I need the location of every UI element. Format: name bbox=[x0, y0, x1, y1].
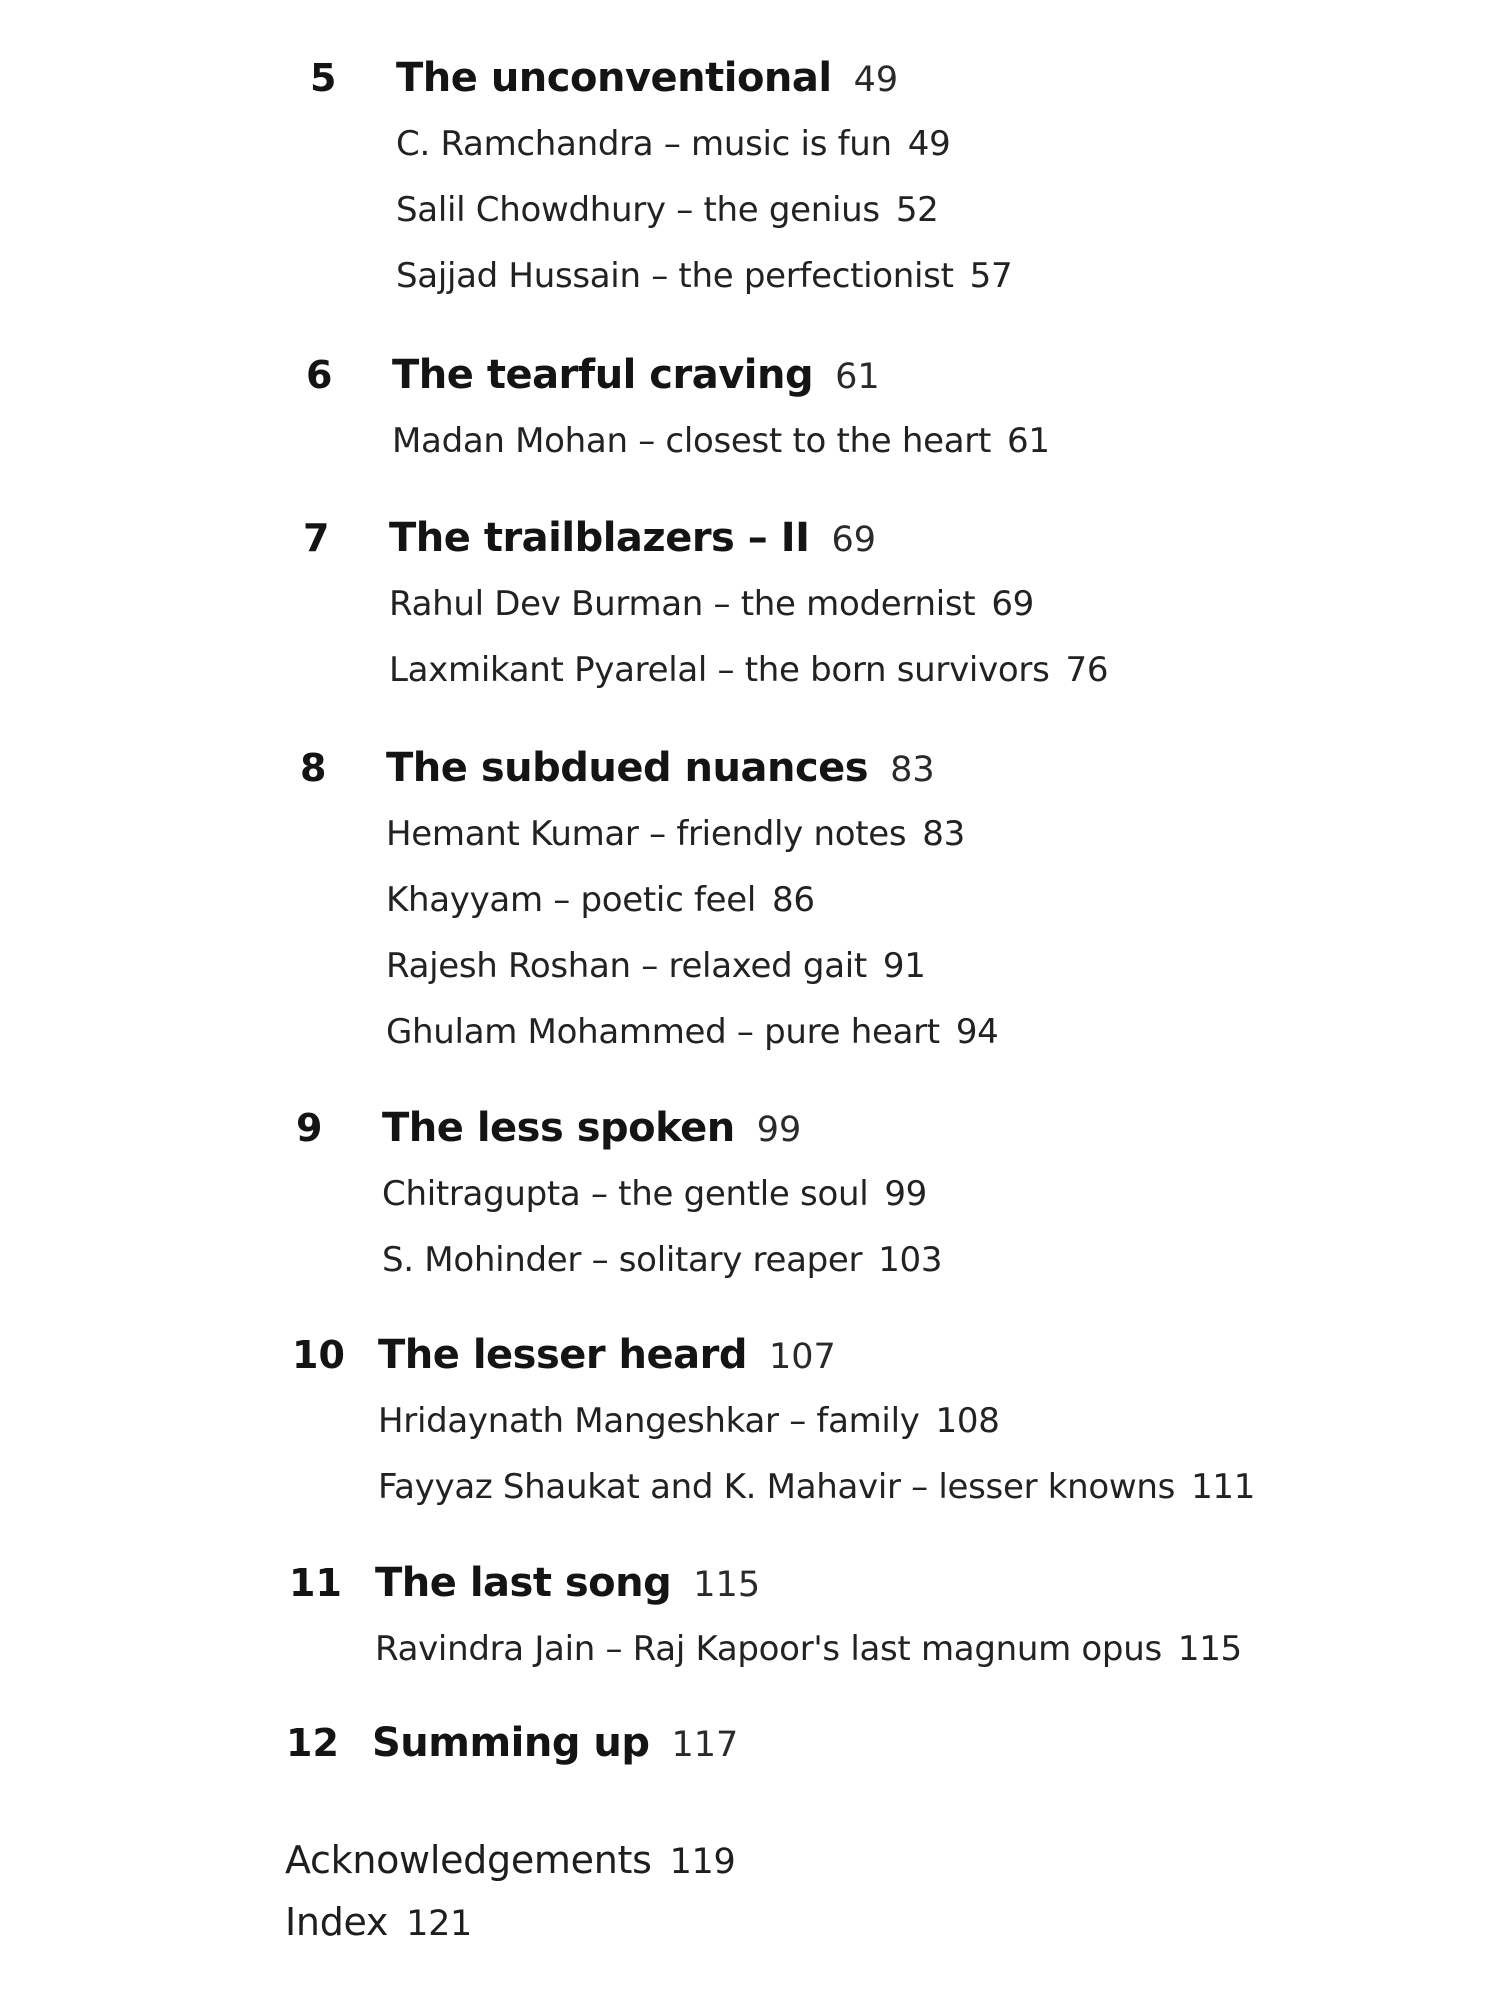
entry-text: Sajjad Hussain – the perfectionist bbox=[396, 256, 954, 296]
entry-page: 76 bbox=[1065, 650, 1109, 690]
chapter-entries bbox=[392, 408, 1050, 474]
entry-text: Khayyam – poetic feel bbox=[386, 880, 757, 920]
entry-text: C. Ramchandra – music is fun bbox=[396, 124, 892, 164]
chapter-page: 107 bbox=[769, 1337, 836, 1377]
entry-page: 115 bbox=[1177, 1629, 1242, 1669]
chapter-6 bbox=[306, 352, 1050, 474]
list-item bbox=[386, 867, 999, 933]
chapter-5 bbox=[310, 55, 1012, 309]
list-item bbox=[392, 408, 1050, 474]
back-matter-page: 119 bbox=[669, 1842, 736, 1882]
chapter-entries bbox=[375, 1616, 1242, 1682]
chapter-number: 7 bbox=[303, 516, 330, 560]
chapter-number: 6 bbox=[306, 353, 333, 397]
chapter-page: 99 bbox=[756, 1110, 802, 1150]
list-item bbox=[382, 1227, 942, 1293]
chapter-title: The less spoken bbox=[382, 1105, 735, 1151]
entry-page: 57 bbox=[969, 256, 1013, 296]
chapter-heading bbox=[286, 1720, 738, 1776]
chapter-page: 61 bbox=[835, 357, 880, 397]
entry-page: 94 bbox=[955, 1012, 999, 1052]
chapter-7 bbox=[303, 515, 1108, 703]
chapter-title: The last song bbox=[375, 1560, 672, 1606]
list-item bbox=[378, 1454, 1255, 1520]
chapter-10 bbox=[292, 1332, 1255, 1520]
entry-text: Rajesh Roshan – relaxed gait bbox=[386, 946, 867, 986]
entry-page: 49 bbox=[907, 124, 951, 164]
list-item bbox=[386, 999, 999, 1065]
chapter-heading bbox=[303, 515, 1108, 571]
entry-page: 83 bbox=[922, 814, 965, 854]
entry-text: Rahul Dev Burman – the modernist bbox=[389, 584, 976, 624]
chapter-title: The subdued nuances bbox=[386, 745, 869, 791]
chapter-title: The tearful craving bbox=[392, 352, 814, 398]
entry-text: Ravindra Jain – Raj Kapoor's last magnum opus bbox=[375, 1629, 1162, 1669]
list-item bbox=[386, 801, 999, 867]
entry-text: Salil Chowdhury – the genius bbox=[396, 190, 880, 230]
entry-text: Hemant Kumar – friendly notes bbox=[386, 814, 907, 854]
chapter-title: Summing up bbox=[372, 1720, 650, 1766]
chapter-number: 5 bbox=[310, 56, 337, 100]
list-item bbox=[375, 1616, 1242, 1682]
back-matter-index bbox=[285, 1900, 472, 1944]
entry-page: 99 bbox=[884, 1174, 928, 1214]
chapter-9 bbox=[296, 1105, 942, 1293]
chapter-12 bbox=[286, 1720, 738, 1776]
chapter-entries bbox=[378, 1388, 1255, 1520]
chapter-number: 9 bbox=[296, 1106, 323, 1150]
entry-text: Fayyaz Shaukat and K. Mahavir – lesser knowns bbox=[378, 1467, 1176, 1507]
chapter-8 bbox=[300, 745, 999, 1065]
list-item bbox=[396, 111, 1012, 177]
chapter-page: 83 bbox=[890, 750, 935, 790]
list-item bbox=[382, 1161, 942, 1227]
entry-text: Madan Mohan – closest to the heart bbox=[392, 421, 992, 461]
entry-page: 86 bbox=[772, 880, 815, 920]
list-item bbox=[378, 1388, 1255, 1454]
list-item bbox=[396, 243, 1012, 309]
list-item bbox=[389, 637, 1108, 703]
chapter-page: 115 bbox=[693, 1565, 761, 1605]
back-matter-title: Index bbox=[285, 1900, 389, 1944]
chapter-heading bbox=[289, 1560, 1242, 1616]
entry-text: Hridaynath Mangeshkar – family bbox=[378, 1401, 920, 1441]
entry-page: 108 bbox=[935, 1401, 1000, 1441]
chapter-number: 12 bbox=[286, 1721, 339, 1765]
chapter-11 bbox=[289, 1560, 1242, 1682]
chapter-number: 11 bbox=[289, 1561, 342, 1605]
chapter-heading bbox=[292, 1332, 1255, 1388]
chapter-page: 117 bbox=[671, 1725, 739, 1765]
back-matter-title: Acknowledgements bbox=[285, 1838, 652, 1882]
entry-page: 111 bbox=[1191, 1467, 1256, 1507]
chapter-heading bbox=[300, 745, 999, 801]
entry-page: 52 bbox=[895, 190, 939, 230]
chapter-page: 49 bbox=[853, 60, 899, 100]
chapter-heading bbox=[306, 352, 1050, 408]
list-item bbox=[396, 177, 1012, 243]
entry-text: Chitragupta – the gentle soul bbox=[382, 1174, 869, 1214]
chapter-page: 69 bbox=[831, 520, 877, 560]
entry-text: Laxmikant Pyarelal – the born survivors bbox=[389, 650, 1050, 690]
chapter-heading bbox=[310, 55, 1012, 111]
chapter-number: 8 bbox=[300, 746, 327, 790]
entry-page: 69 bbox=[991, 584, 1034, 624]
chapter-entries bbox=[389, 571, 1108, 703]
entry-text: S. Mohinder – solitary reaper bbox=[382, 1240, 863, 1280]
back-matter-page: 121 bbox=[406, 1904, 473, 1944]
entry-page: 103 bbox=[878, 1240, 943, 1280]
chapter-number: 10 bbox=[292, 1333, 345, 1377]
entry-page: 61 bbox=[1007, 421, 1050, 461]
chapter-entries bbox=[382, 1161, 942, 1293]
entry-text: Ghulam Mohammed – pure heart bbox=[386, 1012, 940, 1052]
chapter-entries bbox=[386, 801, 999, 1065]
back-matter-acknowledgements bbox=[285, 1838, 735, 1882]
chapter-heading bbox=[296, 1105, 942, 1161]
chapter-title: The unconventional bbox=[396, 55, 832, 101]
list-item bbox=[386, 933, 999, 999]
chapter-title: The trailblazers – II bbox=[389, 515, 810, 561]
list-item bbox=[389, 571, 1108, 637]
chapter-title: The lesser heard bbox=[378, 1332, 748, 1378]
entry-page: 91 bbox=[882, 946, 926, 986]
chapter-entries bbox=[396, 111, 1012, 309]
